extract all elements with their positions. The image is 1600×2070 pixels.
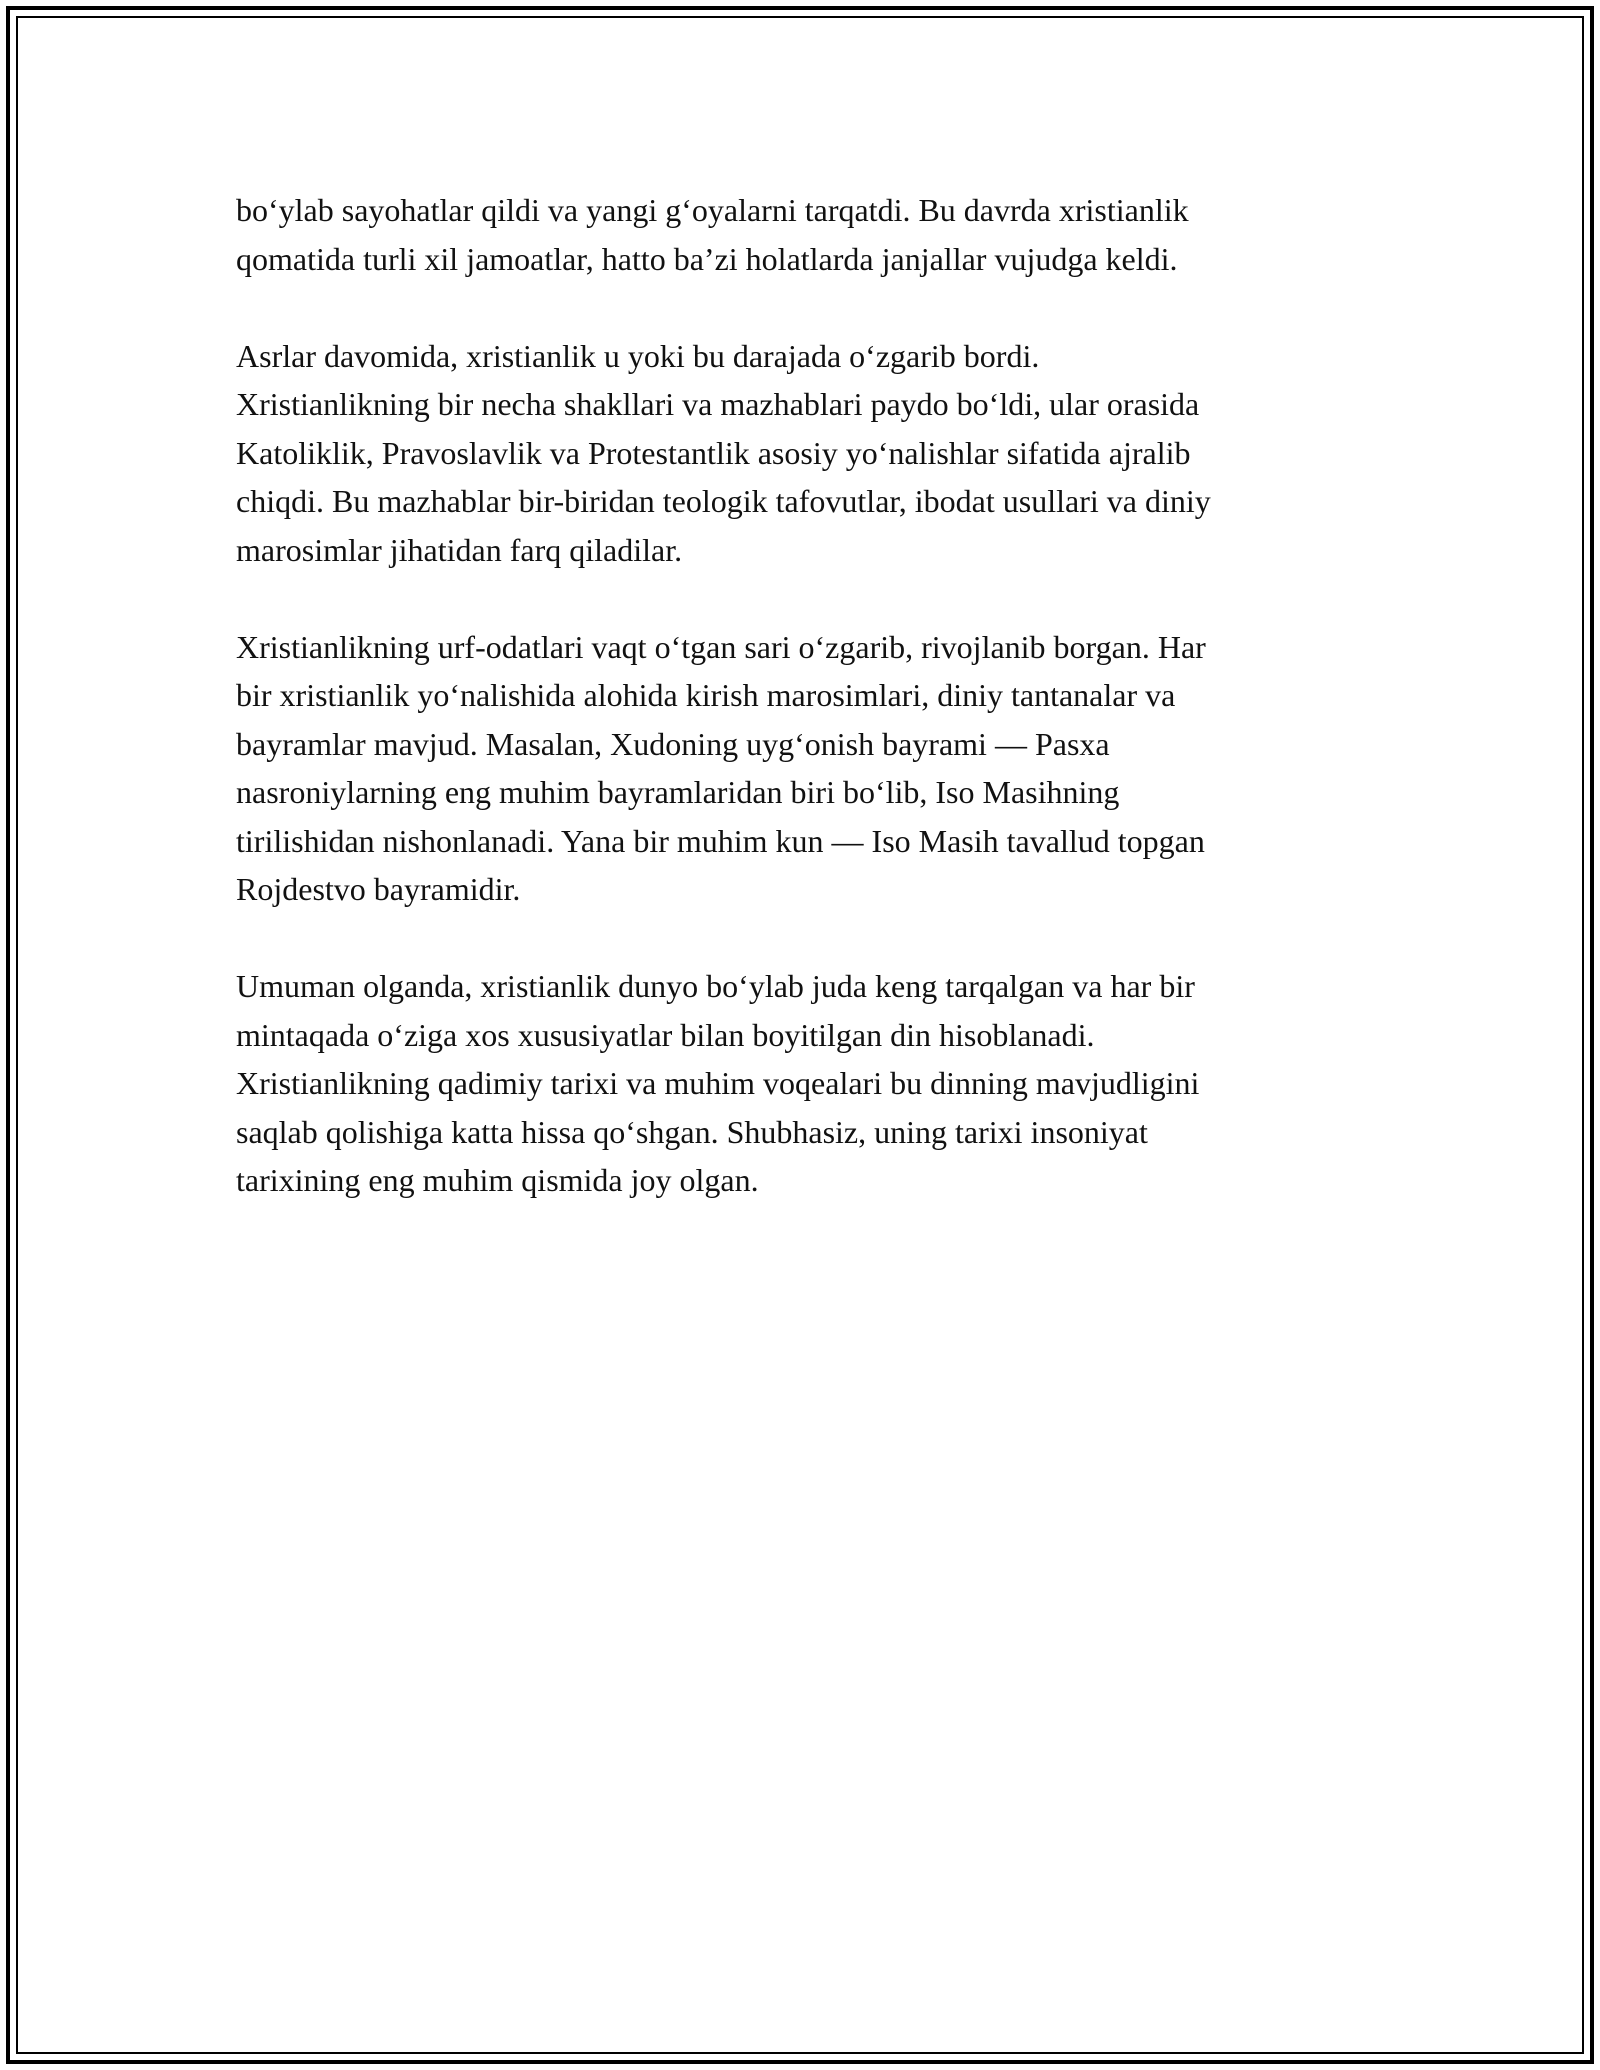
paragraph-1: bo‘ylab sayohatlar qildi va yangi g‘oyalarni tarqatdi. Bu davrda xristianlik qomatida turli xil jamoatlar, hatto ba’zi holatlarda janjallar vujudga keldi.	[236, 192, 1189, 277]
paragraph-2: Asrlar davomida, xristianlik u yoki bu darajada o‘zgarib bordi. Xristianlikning bir necha shakllari va mazhablari paydo bo‘ldi, ular orasida Katoliklik, Pravoslavlik va Protestantlik asosiy yo‘nalishlar sifatida ajralib chiqdi. Bu mazhablar bir-biridan teologik tafovutlar, ibodat usullari va diniy marosimlar jihatidan farq qiladilar.	[236, 337, 1211, 568]
document-body	[236, 186, 1376, 1253]
paragraph-3: Xristianlikning urf-odatlari vaqt o‘tgan sari o‘zgarib, rivojlanib borgan. Har bir xristianlik yo‘nalishida alohida kirish marosimlari, diniy tantanalar va bayramlar mavjud. Masalan, Xudoning uyg‘onish bayrami — Pasxa nasroniylarning eng muhim bayramlaridan biri bo‘lib, Iso Masihning tirilishidan nishonlanadi. Yana bir muhim kun — Iso Masih tavallud topgan Rojdestvo bayramidir.	[236, 628, 1206, 907]
paragraph-4: Umuman olganda, xristianlik dunyo bo‘ylab juda keng tarqalgan va har bir mintaqada o‘ziga xos xususiyatlar bilan boyitilgan din hisoblanadi. Xristianlikning qadimiy tarixi va muhim voqealari bu dinning mavjudligini saqlab qolishiga katta hissa qo‘shgan. Shubhasiz, uning tarixi insoniyat tarixining eng muhim qismida joy olgan.	[236, 968, 1200, 1198]
